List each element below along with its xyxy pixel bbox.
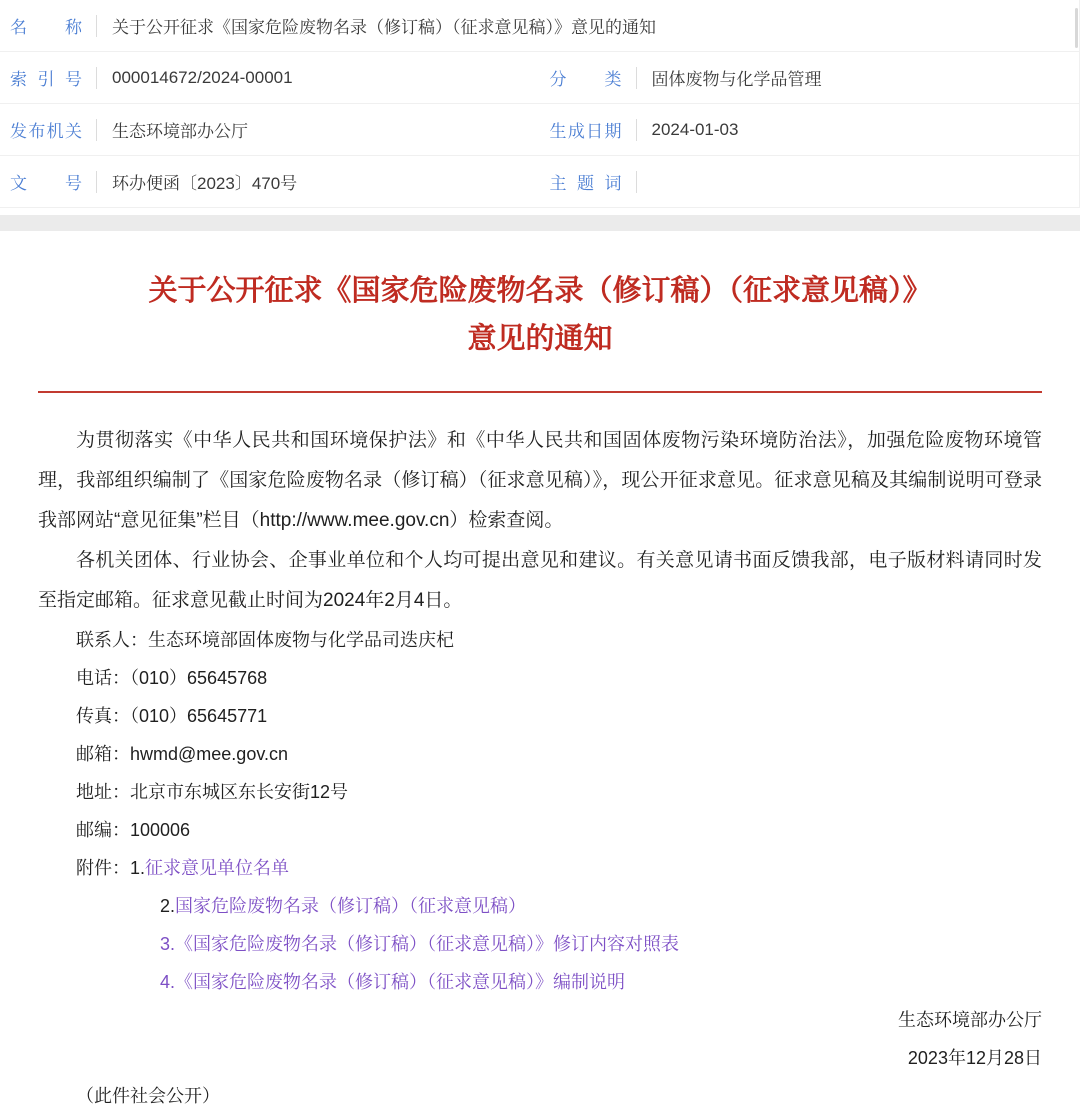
document-meta-table (0, 0, 1080, 208)
label-divider (96, 171, 97, 193)
body-paragraph-2: 各机关团体、行业协会、企事业单位和个人均可提出意见和建议。有关意见请书面反馈我部，电子版材料请同时发至指定邮箱。征求意见截止时间为2024年2月4日。 (38, 550, 1042, 611)
meta-value-name: 关于公开征求《国家危险废物名录（修订稿）（征求意见稿）》意见的通知 (112, 18, 656, 37)
meta-value-generated-date: 2024-01-03 (651, 119, 739, 139)
meta-label-issuing-agency: 发布机关 (10, 122, 82, 141)
attachment-link-1[interactable]: 征求意见单位名单 (145, 858, 290, 878)
meta-cell-name (0, 0, 1079, 51)
attachment-number-2: 2. (160, 896, 176, 916)
attachment-link-3[interactable]: 《国家危险废物名录（修订稿）（征求意见稿）》修订内容对照表 (175, 934, 680, 954)
attachment-number-3: 3. (160, 934, 176, 954)
signature-organization: 生态环境部办公厅 (898, 1010, 1042, 1030)
address-line: 地址：北京市东城区东长安街12号 (76, 782, 349, 802)
attachments-block (38, 849, 1042, 1001)
attachment-item-1 (76, 849, 1042, 887)
label-divider (636, 119, 637, 141)
attachment-item-2 (160, 887, 1042, 925)
label-divider (636, 171, 637, 193)
meta-label-generated-date: 生成日期 (549, 122, 622, 141)
meta-label-name: 名称 (10, 18, 82, 37)
fax-line: 传真：（010）65645771 (76, 706, 268, 726)
label-divider (96, 119, 97, 141)
email-line: 邮箱：hwmd@mee.gov.cn (76, 744, 289, 764)
phone-line: 电话：（010）65645768 (76, 668, 268, 688)
meta-row-index (0, 52, 1079, 104)
meta-label-index-number: 索引号 (10, 70, 82, 89)
page-title-line1: 关于公开征求《国家危险废物名录（修订稿）（征求意见稿）》 (148, 275, 932, 307)
meta-cell-category (540, 52, 1080, 103)
meta-label-category: 分类 (549, 70, 622, 89)
attachment-number-1: 1. (130, 858, 146, 878)
page-title (38, 267, 1042, 363)
scrollbar-thumb[interactable] (1075, 8, 1078, 48)
label-divider (636, 67, 637, 89)
public-disclosure-note: （此件社会公开） (76, 1086, 220, 1106)
attachments-label: 附件： (76, 858, 130, 878)
contact-block (38, 621, 1042, 849)
meta-cell-subject-words (540, 156, 1080, 207)
attachment-link-2[interactable]: 国家危险废物名录（修订稿）（征求意见稿） (175, 896, 527, 916)
attachment-number-4: 4. (160, 972, 176, 992)
meta-cell-document-number (0, 156, 540, 207)
meta-cell-issuing-agency (0, 104, 540, 155)
meta-value-category: 固体废物与化学品管理 (651, 70, 822, 89)
label-divider (96, 15, 97, 37)
title-divider-line (38, 391, 1042, 393)
attachment-link-4[interactable]: 《国家危险废物名录（修订稿）（征求意见稿）》编制说明 (175, 972, 626, 992)
meta-row-issuer (0, 104, 1079, 156)
attachment-item-3 (160, 925, 1042, 963)
contact-person-line: 联系人：生态环境部固体废物与化学品司迭庆杞 (76, 630, 454, 650)
meta-value-issuing-agency: 生态环境部办公厅 (112, 122, 248, 141)
meta-cell-index-number (0, 52, 540, 103)
meta-label-document-number: 文号 (10, 174, 82, 193)
meta-label-subject-words: 主题词 (549, 174, 622, 193)
notice-document (0, 267, 1080, 1115)
label-divider (96, 67, 97, 89)
body-paragraph-1: 为贯彻落实《中华人民共和国环境保护法》和《中华人民共和国固体废物污染环境防治法》，加强危险废物环境管理，我部组织编制了《国家危险废物名录（修订稿）（征求意见稿）》，现公开征求意见。征求意见稿及其编制说明可登录我部网站“意见征集”栏目（http://www.mee.gov.cn）检索查阅。 (38, 430, 1042, 531)
postcode-line: 邮编：100006 (76, 820, 191, 840)
meta-value-document-number: 环办便函〔2023〕470号 (112, 174, 298, 193)
meta-cell-generated-date (540, 104, 1080, 155)
attachment-item-4 (160, 963, 1042, 1001)
section-separator-band (0, 215, 1080, 231)
meta-row-docnumber (0, 156, 1079, 208)
meta-value-index-number: 000014672/2024-00001 (112, 67, 293, 87)
meta-row-name (0, 0, 1079, 52)
page-title-line2: 意见的通知 (467, 323, 613, 355)
signature-date: 2023年12月28日 (907, 1048, 1042, 1068)
